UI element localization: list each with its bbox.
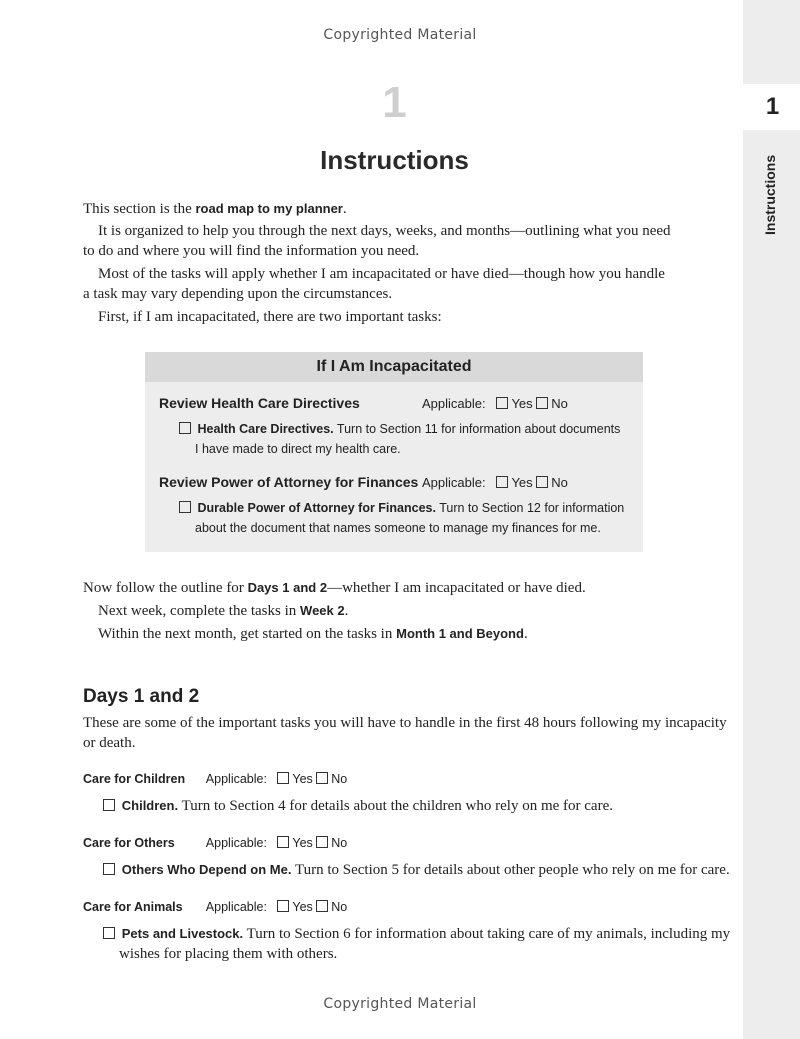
days-desc-line-1: These are some of the important tasks you will have to handle in the first 48 hours following my incapacity [83,715,727,731]
item-power-of-attorney-text-2: about the document that names someone to manage my finances for me. [195,521,601,535]
item-animals [103,924,730,964]
outline-line-3-bold: Month 1 and Beyond [396,626,524,641]
checkbox-yes[interactable] [496,476,508,488]
no-label: No [331,836,348,850]
intro-line-1-end: . [342,201,347,217]
checkbox-no[interactable] [316,772,328,784]
no-label: No [551,396,568,411]
task-row-others [83,836,347,850]
outline-line-2 [98,603,348,620]
outline-line-1-end: —whether I am incapacitated or have died. [327,580,586,596]
applicable-label: Applicable: [205,772,267,786]
item-health-care-text: Turn to Section 11 for information about documents [333,422,621,436]
no-label: No [551,475,568,490]
outline-line-1-text: Now follow the outline for [83,580,248,596]
yes-label: Yes [511,475,533,490]
checkbox-yes[interactable] [496,397,508,409]
item-others-title: Others Who Depend on Me. [121,862,292,877]
checkbox-health-care-directives[interactable] [179,422,191,434]
yes-label: Yes [511,396,533,411]
checkbox-no[interactable] [316,900,328,912]
intro-p2-line-1: It is organized to help you through the next days, weeks, and months—outlining what you need [98,223,671,239]
intro-p3-line-2: a task may vary depending upon the circumstances. [83,286,393,302]
task-row-children [83,772,347,786]
page-title: Instructions [320,145,469,175]
side-tab-label: Instructions [762,154,778,235]
copyright-footer: Copyrighted Material [323,996,477,1012]
item-health-care-directives [179,419,620,459]
item-children-text: Turn to Section 4 for details about the children who rely on me for care. [178,798,613,814]
checkbox-yes[interactable] [277,836,289,848]
outline-line-2-end: . [344,603,349,619]
checkbox-others[interactable] [103,863,115,875]
incapacitated-box [145,352,643,552]
intro-line-1 [83,201,347,218]
applicable-power-of-attorney [422,475,568,490]
item-animals-text: Turn to Section 6 for information about taking care of my animals, including my [243,926,731,942]
applicable-label: Applicable: [422,475,486,490]
task-label-others: Care for Others [83,836,175,850]
checkbox-no[interactable] [536,476,548,488]
outline-line-3-text: Within the next month, get started on the tasks in [98,626,397,642]
checkbox-no[interactable] [536,397,548,409]
checkbox-yes[interactable] [277,900,289,912]
days-desc-line-2: or death. [83,735,136,751]
item-others [103,860,730,880]
applicable-label: Applicable: [422,396,486,411]
task-title-health-care: Review Health Care Directives [159,395,360,411]
side-tab-number: 1 [743,84,800,130]
outline-line-2-bold: Week 2 [300,603,345,618]
checkbox-children[interactable] [103,799,115,811]
intro-line-1-text: This section is the [83,201,196,217]
incapacitated-box-heading: If I Am Incapacitated [145,352,643,382]
item-children-title: Children. [121,798,179,813]
intro-line-1-bold: road map to my planner [195,201,343,216]
checkbox-yes[interactable] [277,772,289,784]
no-label: No [331,772,348,786]
applicable-label: Applicable: [205,900,267,914]
task-label-children: Care for Children [83,772,186,786]
task-row-health-care [159,395,360,411]
intro-p2-line-2: to do and where you will find the information you need. [83,243,420,259]
intro-p3-line-1: Most of the tasks will apply whether I am incapacitated or have died—though how you handle [98,266,665,282]
task-title-power-of-attorney: Review Power of Attorney for Finances [159,474,419,490]
yes-label: Yes [292,836,313,850]
outline-line-1-bold: Days 1 and 2 [247,580,328,595]
task-label-animals: Care for Animals [83,900,183,914]
item-others-text: Turn to Section 5 for details about other people who rely on me for care. [291,862,730,878]
item-power-of-attorney-title: Durable Power of Attorney for Finances. [197,501,436,515]
task-row-animals [83,900,347,914]
item-power-of-attorney [179,498,624,538]
item-power-of-attorney-text: Turn to Section 12 for information [435,501,625,515]
no-label: No [331,900,348,914]
outline-line-1 [83,580,586,597]
copyright-header: Copyrighted Material [323,27,477,43]
item-health-care-text-2: I have made to direct my health care. [195,442,401,456]
chapter-number: 1 [382,78,407,127]
intro-p4: First, if I am incapacitated, there are two important tasks: [98,309,442,325]
applicable-health-care [422,396,568,411]
item-animals-title: Pets and Livestock. [121,926,244,941]
checkbox-power-of-attorney[interactable] [179,501,191,513]
yes-label: Yes [292,900,313,914]
checkbox-animals[interactable] [103,927,115,939]
outline-line-3-end: . [523,626,528,642]
item-health-care-title: Health Care Directives. [197,422,334,436]
outline-line-3 [98,626,528,643]
task-row-power-of-attorney [159,474,418,490]
outline-line-2-text: Next week, complete the tasks in [98,603,301,619]
item-animals-text-2: wishes for placing them with others. [119,946,338,962]
applicable-label: Applicable: [205,836,267,850]
days-heading: Days 1 and 2 [83,686,200,707]
item-children [103,796,613,816]
checkbox-no[interactable] [316,836,328,848]
yes-label: Yes [292,772,313,786]
